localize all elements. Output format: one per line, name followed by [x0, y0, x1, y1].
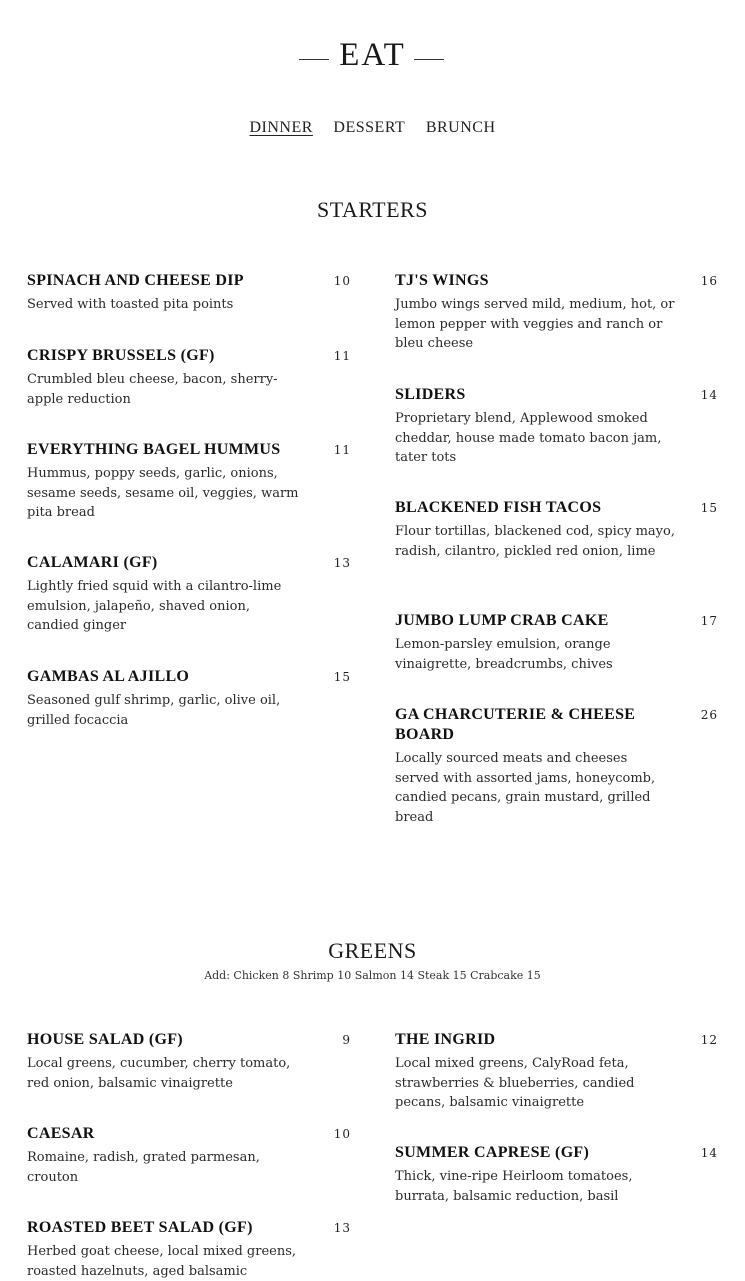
section-title-greens: GREENS [328, 938, 417, 963]
item-name: GAMBAS AL AJILLO [27, 668, 190, 685]
item-price: 13 [333, 1221, 351, 1235]
menu-item [27, 346, 351, 409]
item-price: 12 [700, 1033, 718, 1047]
menu-item [395, 705, 718, 827]
item-description: Lemon-parsley emulsion, orange vinaigrette, breadcrumbs, chives [395, 637, 613, 672]
tab-dessert[interactable]: DESSERT [333, 119, 406, 136]
menu-tabs [0, 119, 745, 137]
menu-item [27, 271, 351, 315]
title-rule-right [414, 59, 444, 60]
item-name: GA CHARCUTERIE & CHEESE BOARD [395, 706, 636, 743]
item-description: Lightly fried squid with a cilantro-lime emulsion, jalapeño, shaved onion, candied ginger [27, 579, 282, 633]
menu-item [395, 385, 718, 468]
item-price: 10 [333, 1127, 351, 1141]
item-price: 11 [333, 443, 351, 457]
menu-item [395, 611, 718, 674]
tab-brunch[interactable]: BRUNCH [425, 119, 496, 136]
item-description: Crumbled bleu cheese, bacon, sherry-apple reduction [27, 372, 278, 407]
item-price: 13 [333, 556, 351, 570]
item-price: 14 [700, 1146, 718, 1160]
item-name: JUMBO LUMP CRAB CAKE [395, 612, 609, 629]
item-name: SPINACH AND CHEESE DIP [27, 272, 244, 289]
item-price: 17 [700, 614, 718, 628]
item-description: Romaine, radish, grated parmesan, crouton [27, 1150, 260, 1185]
item-name: EVERYTHING BAGEL HUMMUS [27, 441, 281, 458]
item-description: Flour tortillas, blackened cod, spicy mayo, radish, cilantro, pickled red onion, lime [395, 524, 675, 559]
item-name: CALAMARI (GF) [27, 554, 158, 571]
item-price: 26 [700, 708, 718, 722]
item-description: Jumbo wings served mild, medium, hot, or lemon pepper with veggies and ranch or bleu cheese [395, 297, 675, 351]
menu-item [27, 1124, 351, 1187]
menu-item [27, 553, 351, 636]
item-description: Seasoned gulf shrimp, garlic, olive oil, grilled focaccia [27, 693, 281, 728]
item-name: TJ'S WINGS [395, 272, 489, 289]
item-description: Hummus, poppy seeds, garlic, onions, sesame seeds, sesame oil, veggies, warm pita bread [27, 466, 299, 520]
item-price: 14 [700, 388, 718, 402]
item-name: SLIDERS [395, 386, 466, 403]
item-name: HOUSE SALAD (GF) [27, 1031, 183, 1048]
menu-item [395, 271, 718, 354]
item-price: 9 [342, 1033, 351, 1047]
item-description: Local mixed greens, CalyRoad feta, strawberries & blueberries, candied pecans, balsamic vinaigrette [395, 1056, 635, 1110]
tab-dinner[interactable]: DINNER [249, 119, 313, 136]
item-description: Local greens, cucumber, cherry tomato, red onion, balsamic vinaigrette [27, 1056, 291, 1091]
menu-item [27, 440, 351, 523]
item-name: ROASTED BEET SALAD (GF) [27, 1219, 253, 1236]
item-price: 16 [700, 274, 718, 288]
menu-item [395, 498, 718, 561]
item-description: Served with toasted pita points [27, 297, 234, 312]
item-description: Locally sourced meats and cheeses served with assorted jams, honeycomb, candied pecans, grain mustard, grilled bread [395, 751, 656, 825]
menu-item [395, 1030, 718, 1113]
item-description: Thick, vine-ripe Heirloom tomatoes, burrata, balsamic reduction, basil [395, 1169, 633, 1204]
item-name: BLACKENED FISH TACOS [395, 499, 602, 516]
item-price: 11 [333, 349, 351, 363]
item-name: CRISPY BRUSSELS (GF) [27, 347, 215, 364]
menu-item [27, 1218, 351, 1281]
item-price: 15 [333, 670, 351, 684]
item-price: 10 [333, 274, 351, 288]
greens-add-ons-note: Add: Chicken 8 Shrimp 10 Salmon 14 Steak 15 Crabcake 15 [204, 969, 541, 982]
item-price: 15 [700, 501, 718, 515]
menu-item [27, 1030, 351, 1093]
item-name: THE INGRID [395, 1031, 496, 1048]
item-name: CAESAR [27, 1125, 95, 1142]
menu-item [395, 1143, 718, 1206]
item-name: SUMMER CAPRESE (GF) [395, 1144, 590, 1161]
item-description: Herbed goat cheese, local mixed greens, roasted hazelnuts, aged balsamic [27, 1244, 297, 1279]
menu-item [27, 667, 351, 730]
page-title: EAT [339, 37, 406, 73]
section-title-starters: STARTERS [317, 197, 428, 222]
item-description: Proprietary blend, Applewood smoked cheddar, house made tomato bacon jam, tater tots [395, 411, 662, 465]
